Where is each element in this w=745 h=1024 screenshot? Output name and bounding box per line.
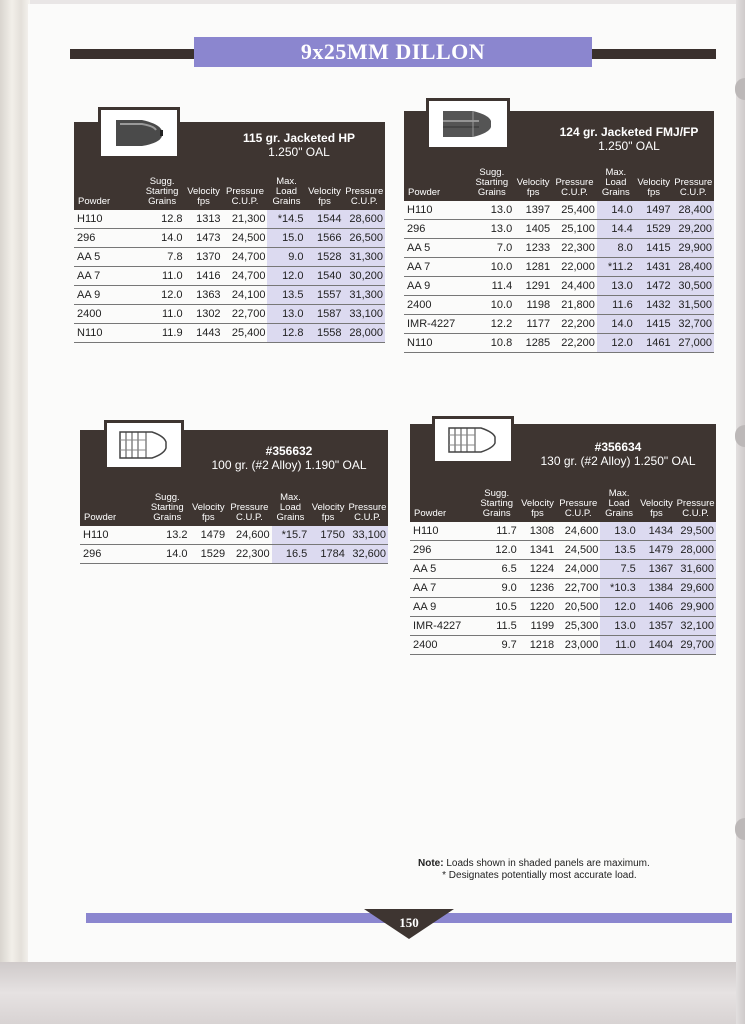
col-velocity-cell: 1405 <box>514 220 552 239</box>
note-line-2: Designates potentially most accurate load. <box>448 870 637 881</box>
col-pressure-header: Pressure C.U.P. <box>556 479 600 522</box>
col-velocity-cell: 1281 <box>514 258 552 277</box>
col-velocity-cell: 1291 <box>514 277 552 296</box>
col-starting-grains-cell: 11.0 <box>140 305 185 324</box>
load-table-124gr-fmj-fp <box>404 158 714 353</box>
col-max-pressure-cell: 29,900 <box>675 598 716 617</box>
cast-lead-bullet-icon <box>445 424 501 456</box>
col-velocity-cell: 1397 <box>514 201 552 220</box>
col-velocity-cell: 1341 <box>519 541 556 560</box>
col-max-pressure-cell: 30,500 <box>673 277 714 296</box>
bullet-oal: 1.250" OAL <box>598 139 660 153</box>
col-max-pressure-cell: 29,600 <box>675 579 716 598</box>
col-starting-grains-cell: 13.0 <box>469 220 514 239</box>
col-starting-grains-header: Sugg. Starting Grains <box>140 167 185 210</box>
table-row <box>74 267 385 286</box>
col-pressure-cell: 22,300 <box>552 239 597 258</box>
col-powder-header: Powder <box>74 167 140 210</box>
col-max-load-cell: 12.0 <box>597 334 635 353</box>
table-row <box>74 305 385 324</box>
col-pressure-header: Pressure C.U.P. <box>223 167 268 210</box>
col-powder-cell: H110 <box>404 201 469 220</box>
col-max-velocity-cell: 1529 <box>635 220 673 239</box>
table-row <box>410 560 716 579</box>
col-max-pressure-cell: 33,100 <box>343 305 385 324</box>
page-bottom-shadow <box>0 962 745 1024</box>
col-max-pressure-header: Pressure C.U.P. <box>673 158 714 201</box>
col-max-velocity-header: Velocity fps <box>305 167 343 210</box>
col-max-pressure-header: Pressure C.U.P. <box>675 479 716 522</box>
table-row <box>404 220 714 239</box>
col-pressure-cell: 24,700 <box>223 248 268 267</box>
col-starting-grains-cell: 10.8 <box>469 334 514 353</box>
col-max-pressure-cell: 28,400 <box>673 258 714 277</box>
col-velocity-cell: 1479 <box>190 526 228 545</box>
col-pressure-cell: 24,600 <box>227 526 271 545</box>
col-max-velocity-cell: 1431 <box>635 258 673 277</box>
col-starting-grains-cell: 9.0 <box>475 579 519 598</box>
footnote <box>418 858 650 882</box>
col-powder-cell: AA 7 <box>410 579 475 598</box>
table-row <box>404 277 714 296</box>
col-powder-cell: IMR-4227 <box>404 315 469 334</box>
col-velocity-cell: 1218 <box>519 636 556 655</box>
col-starting-grains-header: Sugg. Starting Grains <box>475 479 519 522</box>
asterisk-marker: * <box>442 870 446 881</box>
col-max-load-cell: 12.0 <box>600 598 637 617</box>
col-max-pressure-cell: 30,200 <box>343 267 385 286</box>
col-velocity-cell: 1529 <box>190 545 228 564</box>
col-max-velocity-cell: 1432 <box>635 296 673 315</box>
col-max-velocity-cell: 1415 <box>635 315 673 334</box>
table-row <box>74 210 385 229</box>
table-row <box>404 296 714 315</box>
col-starting-grains-cell: 12.0 <box>140 286 185 305</box>
col-starting-grains-cell: 11.9 <box>140 324 185 343</box>
col-max-load-header: Max. Load Grains <box>267 167 305 210</box>
col-max-velocity-cell: 1357 <box>638 617 675 636</box>
col-pressure-cell: 22,700 <box>556 579 600 598</box>
col-powder-cell: 2400 <box>404 296 469 315</box>
col-max-load-cell: 14.4 <box>597 220 635 239</box>
col-starting-grains-cell: 13.0 <box>469 201 514 220</box>
col-max-pressure-cell: 32,100 <box>675 617 716 636</box>
col-pressure-cell: 25,300 <box>556 617 600 636</box>
col-powder-cell: H110 <box>410 522 475 541</box>
col-max-pressure-cell: 28,600 <box>343 210 385 229</box>
col-pressure-cell: 25,400 <box>552 201 597 220</box>
col-max-pressure-cell: 28,000 <box>675 541 716 560</box>
table-row <box>404 315 714 334</box>
col-powder-cell: AA 9 <box>404 277 469 296</box>
col-powder-cell: AA 7 <box>404 258 469 277</box>
col-max-pressure-cell: 28,000 <box>343 324 385 343</box>
col-max-velocity-header: Velocity fps <box>309 483 347 526</box>
bullet-photo-frame <box>432 416 514 464</box>
col-max-pressure-cell: 32,700 <box>673 315 714 334</box>
col-powder-cell: AA 5 <box>74 248 140 267</box>
col-powder-cell: AA 5 <box>404 239 469 258</box>
col-powder-cell: 296 <box>80 545 145 564</box>
note-label: Note: <box>418 858 444 869</box>
col-pressure-cell: 22,300 <box>227 545 271 564</box>
col-max-velocity-cell: 1750 <box>309 526 347 545</box>
col-max-pressure-cell: 33,100 <box>347 526 388 545</box>
col-powder-cell: 2400 <box>74 305 140 324</box>
page-right-shadow <box>736 0 745 1024</box>
col-powder-cell: IMR-4227 <box>410 617 475 636</box>
col-max-velocity-cell: 1406 <box>638 598 675 617</box>
col-max-load-cell: 13.0 <box>600 617 637 636</box>
col-max-load-cell: 11.0 <box>600 636 637 655</box>
table-row <box>404 334 714 353</box>
table-header-row <box>410 479 716 522</box>
col-powder-cell: AA 7 <box>74 267 140 286</box>
col-max-pressure-cell: 27,000 <box>673 334 714 353</box>
col-max-load-cell: 13.0 <box>600 522 637 541</box>
col-powder-cell: N110 <box>74 324 140 343</box>
col-max-pressure-cell: 32,600 <box>347 545 388 564</box>
col-pressure-cell: 23,000 <box>556 636 600 655</box>
col-starting-grains-cell: 10.0 <box>469 296 514 315</box>
col-velocity-cell: 1224 <box>519 560 556 579</box>
col-powder-header: Powder <box>404 158 469 201</box>
col-max-velocity-cell: 1461 <box>635 334 673 353</box>
bullet-name: 115 gr. Jacketed HP <box>242 131 356 145</box>
col-velocity-cell: 1220 <box>519 598 556 617</box>
col-pressure-cell: 24,500 <box>556 541 600 560</box>
col-max-velocity-cell: 1415 <box>635 239 673 258</box>
col-powder-cell: AA 9 <box>74 286 140 305</box>
col-max-velocity-cell: 1544 <box>305 210 343 229</box>
col-pressure-cell: 25,100 <box>552 220 597 239</box>
col-max-pressure-cell: 29,200 <box>673 220 714 239</box>
col-max-velocity-cell: 1479 <box>638 541 675 560</box>
col-max-pressure-cell: 31,300 <box>343 248 385 267</box>
table-row <box>80 545 388 564</box>
col-max-velocity-header: Velocity fps <box>638 479 675 522</box>
col-powder-cell: 296 <box>410 541 475 560</box>
col-velocity-cell: 1199 <box>519 617 556 636</box>
col-max-pressure-cell: 28,400 <box>673 201 714 220</box>
col-velocity-header: Velocity fps <box>185 167 223 210</box>
col-max-load-header: Max. Load Grains <box>272 483 310 526</box>
table-row <box>410 598 716 617</box>
col-velocity-cell: 1302 <box>185 305 223 324</box>
bullet-name: #356634 <box>594 440 642 454</box>
col-pressure-cell: 24,400 <box>552 277 597 296</box>
col-velocity-header: Velocity fps <box>519 479 556 522</box>
col-powder-cell: 2400 <box>410 636 475 655</box>
col-starting-grains-cell: 11.4 <box>469 277 514 296</box>
col-starting-grains-cell: 14.0 <box>145 545 189 564</box>
col-max-velocity-header: Velocity fps <box>635 158 673 201</box>
table-row <box>404 258 714 277</box>
col-max-pressure-cell: 29,900 <box>673 239 714 258</box>
col-max-velocity-cell: 1497 <box>635 201 673 220</box>
cast-lead-bullet-icon <box>116 428 172 462</box>
col-max-pressure-header: Pressure C.U.P. <box>347 483 388 526</box>
col-starting-grains-cell: 11.5 <box>475 617 519 636</box>
col-max-velocity-cell: 1384 <box>638 579 675 598</box>
col-pressure-cell: 24,600 <box>556 522 600 541</box>
col-max-load-cell: 13.0 <box>597 277 635 296</box>
col-pressure-cell: 24,500 <box>223 229 268 248</box>
table-row <box>80 526 388 545</box>
col-pressure-cell: 21,300 <box>223 210 268 229</box>
col-powder-cell: AA 5 <box>410 560 475 579</box>
col-velocity-cell: 1233 <box>514 239 552 258</box>
col-max-load-cell: 9.0 <box>267 248 305 267</box>
bullet-photo-frame <box>98 107 180 159</box>
col-pressure-cell: 20,500 <box>556 598 600 617</box>
table-row <box>410 522 716 541</box>
page-title: 9x25MM DILLON <box>194 37 592 67</box>
bullet-photo-frame <box>426 98 510 150</box>
col-pressure-cell: 22,200 <box>552 334 597 353</box>
col-velocity-cell: 1473 <box>185 229 223 248</box>
col-velocity-header: Velocity fps <box>514 158 552 201</box>
col-max-load-cell: 13.5 <box>600 541 637 560</box>
table-row <box>74 248 385 267</box>
col-max-velocity-cell: 1540 <box>305 267 343 286</box>
load-table-115gr-jhp <box>74 167 385 343</box>
table-row <box>410 579 716 598</box>
col-max-pressure-header: Pressure C.U.P. <box>343 167 385 210</box>
col-pressure-cell: 21,800 <box>552 296 597 315</box>
col-powder-cell: H110 <box>80 526 145 545</box>
col-powder-cell: N110 <box>404 334 469 353</box>
col-powder-cell: AA 9 <box>410 598 475 617</box>
bullet-photo-frame <box>104 420 184 470</box>
table-row <box>74 286 385 305</box>
col-max-load-cell: *11.2 <box>597 258 635 277</box>
col-powder-cell: 296 <box>74 229 140 248</box>
col-velocity-cell: 1313 <box>185 210 223 229</box>
col-max-pressure-cell: 31,300 <box>343 286 385 305</box>
col-pressure-cell: 22,200 <box>552 315 597 334</box>
page-number: 150 <box>399 915 419 930</box>
col-max-load-cell: 16.5 <box>272 545 310 564</box>
col-pressure-cell: 22,700 <box>223 305 268 324</box>
col-max-load-cell: *14.5 <box>267 210 305 229</box>
col-powder-header: Powder <box>410 479 475 522</box>
col-velocity-cell: 1443 <box>185 324 223 343</box>
col-pressure-cell: 22,000 <box>552 258 597 277</box>
col-velocity-cell: 1236 <box>519 579 556 598</box>
col-max-pressure-cell: 29,500 <box>675 522 716 541</box>
col-velocity-cell: 1308 <box>519 522 556 541</box>
col-starting-grains-cell: 9.7 <box>475 636 519 655</box>
col-velocity-cell: 1370 <box>185 248 223 267</box>
col-max-load-cell: 7.5 <box>600 560 637 579</box>
table-header-row <box>74 167 385 210</box>
col-velocity-cell: 1363 <box>185 286 223 305</box>
col-velocity-cell: 1285 <box>514 334 552 353</box>
bullet-oal: 130 gr. (#2 Alloy) 1.250" OAL <box>540 454 696 468</box>
col-max-velocity-cell: 1566 <box>305 229 343 248</box>
col-velocity-cell: 1416 <box>185 267 223 286</box>
jacketed-flat-point-bullet-icon <box>439 107 497 141</box>
bullet-oal: 100 gr. (#2 Alloy) 1.190" OAL <box>211 458 367 472</box>
col-max-velocity-cell: 1558 <box>305 324 343 343</box>
table-row <box>404 239 714 258</box>
col-max-load-cell: 12.8 <box>267 324 305 343</box>
col-max-load-cell: 14.0 <box>597 315 635 334</box>
bullet-oal: 1.250" OAL <box>268 145 330 159</box>
col-max-load-cell: *10.3 <box>600 579 637 598</box>
col-max-pressure-cell: 31,600 <box>675 560 716 579</box>
table-row <box>74 324 385 343</box>
col-max-load-cell: 15.0 <box>267 229 305 248</box>
col-max-load-cell: *15.7 <box>272 526 310 545</box>
col-starting-grains-cell: 6.5 <box>475 560 519 579</box>
col-max-load-cell: 8.0 <box>597 239 635 258</box>
col-pressure-cell: 24,100 <box>223 286 268 305</box>
col-max-velocity-cell: 1784 <box>309 545 347 564</box>
col-max-velocity-cell: 1472 <box>635 277 673 296</box>
col-starting-grains-cell: 11.7 <box>475 522 519 541</box>
bullet-name: 124 gr. Jacketed FMJ/FP <box>559 125 699 139</box>
table-header-row <box>404 158 714 201</box>
col-pressure-cell: 24,700 <box>223 267 268 286</box>
col-max-load-cell: 13.0 <box>267 305 305 324</box>
table-row <box>404 201 714 220</box>
col-max-load-cell: 13.5 <box>267 286 305 305</box>
col-starting-grains-header: Sugg. Starting Grains <box>469 158 514 201</box>
col-powder-header: Powder <box>80 483 145 526</box>
col-max-pressure-cell: 31,500 <box>673 296 714 315</box>
bullet-name: #356632 <box>265 444 313 458</box>
col-max-velocity-cell: 1367 <box>638 560 675 579</box>
col-max-velocity-cell: 1404 <box>638 636 675 655</box>
col-starting-grains-cell: 10.0 <box>469 258 514 277</box>
col-max-load-header: Max. Load Grains <box>597 158 635 201</box>
col-starting-grains-cell: 14.0 <box>140 229 185 248</box>
col-velocity-cell: 1177 <box>514 315 552 334</box>
col-starting-grains-cell: 11.0 <box>140 267 185 286</box>
table-row <box>74 229 385 248</box>
table-row <box>410 541 716 560</box>
col-max-pressure-cell: 26,500 <box>343 229 385 248</box>
col-max-load-header: Max. Load Grains <box>600 479 637 522</box>
col-starting-grains-header: Sugg. Starting Grains <box>145 483 189 526</box>
col-pressure-header: Pressure C.U.P. <box>227 483 271 526</box>
col-max-load-cell: 12.0 <box>267 267 305 286</box>
col-max-velocity-cell: 1528 <box>305 248 343 267</box>
book-page-edge <box>0 0 30 970</box>
note-line-1: Loads shown in shaded panels are maximum. <box>446 858 650 869</box>
col-starting-grains-cell: 12.2 <box>469 315 514 334</box>
table-row <box>410 617 716 636</box>
col-starting-grains-cell: 10.5 <box>475 598 519 617</box>
col-max-velocity-cell: 1557 <box>305 286 343 305</box>
col-pressure-header: Pressure C.U.P. <box>552 158 597 201</box>
col-pressure-cell: 25,400 <box>223 324 268 343</box>
title-rule-right <box>592 49 716 59</box>
col-starting-grains-cell: 7.8 <box>140 248 185 267</box>
col-max-velocity-cell: 1587 <box>305 305 343 324</box>
col-starting-grains-cell: 13.2 <box>145 526 189 545</box>
col-powder-cell: 296 <box>404 220 469 239</box>
col-max-velocity-cell: 1434 <box>638 522 675 541</box>
col-max-load-cell: 11.6 <box>597 296 635 315</box>
table-row <box>410 636 716 655</box>
table-header-row <box>80 483 388 526</box>
load-table-356632 <box>80 483 388 564</box>
col-pressure-cell: 24,000 <box>556 560 600 579</box>
col-starting-grains-cell: 12.0 <box>475 541 519 560</box>
col-velocity-header: Velocity fps <box>190 483 228 526</box>
load-table-356634 <box>410 479 716 655</box>
col-max-load-cell: 14.0 <box>597 201 635 220</box>
col-powder-cell: H110 <box>74 210 140 229</box>
jacketed-hollow-point-bullet-icon <box>112 116 166 150</box>
col-starting-grains-cell: 12.8 <box>140 210 185 229</box>
col-starting-grains-cell: 7.0 <box>469 239 514 258</box>
col-velocity-cell: 1198 <box>514 296 552 315</box>
col-max-pressure-cell: 29,700 <box>675 636 716 655</box>
